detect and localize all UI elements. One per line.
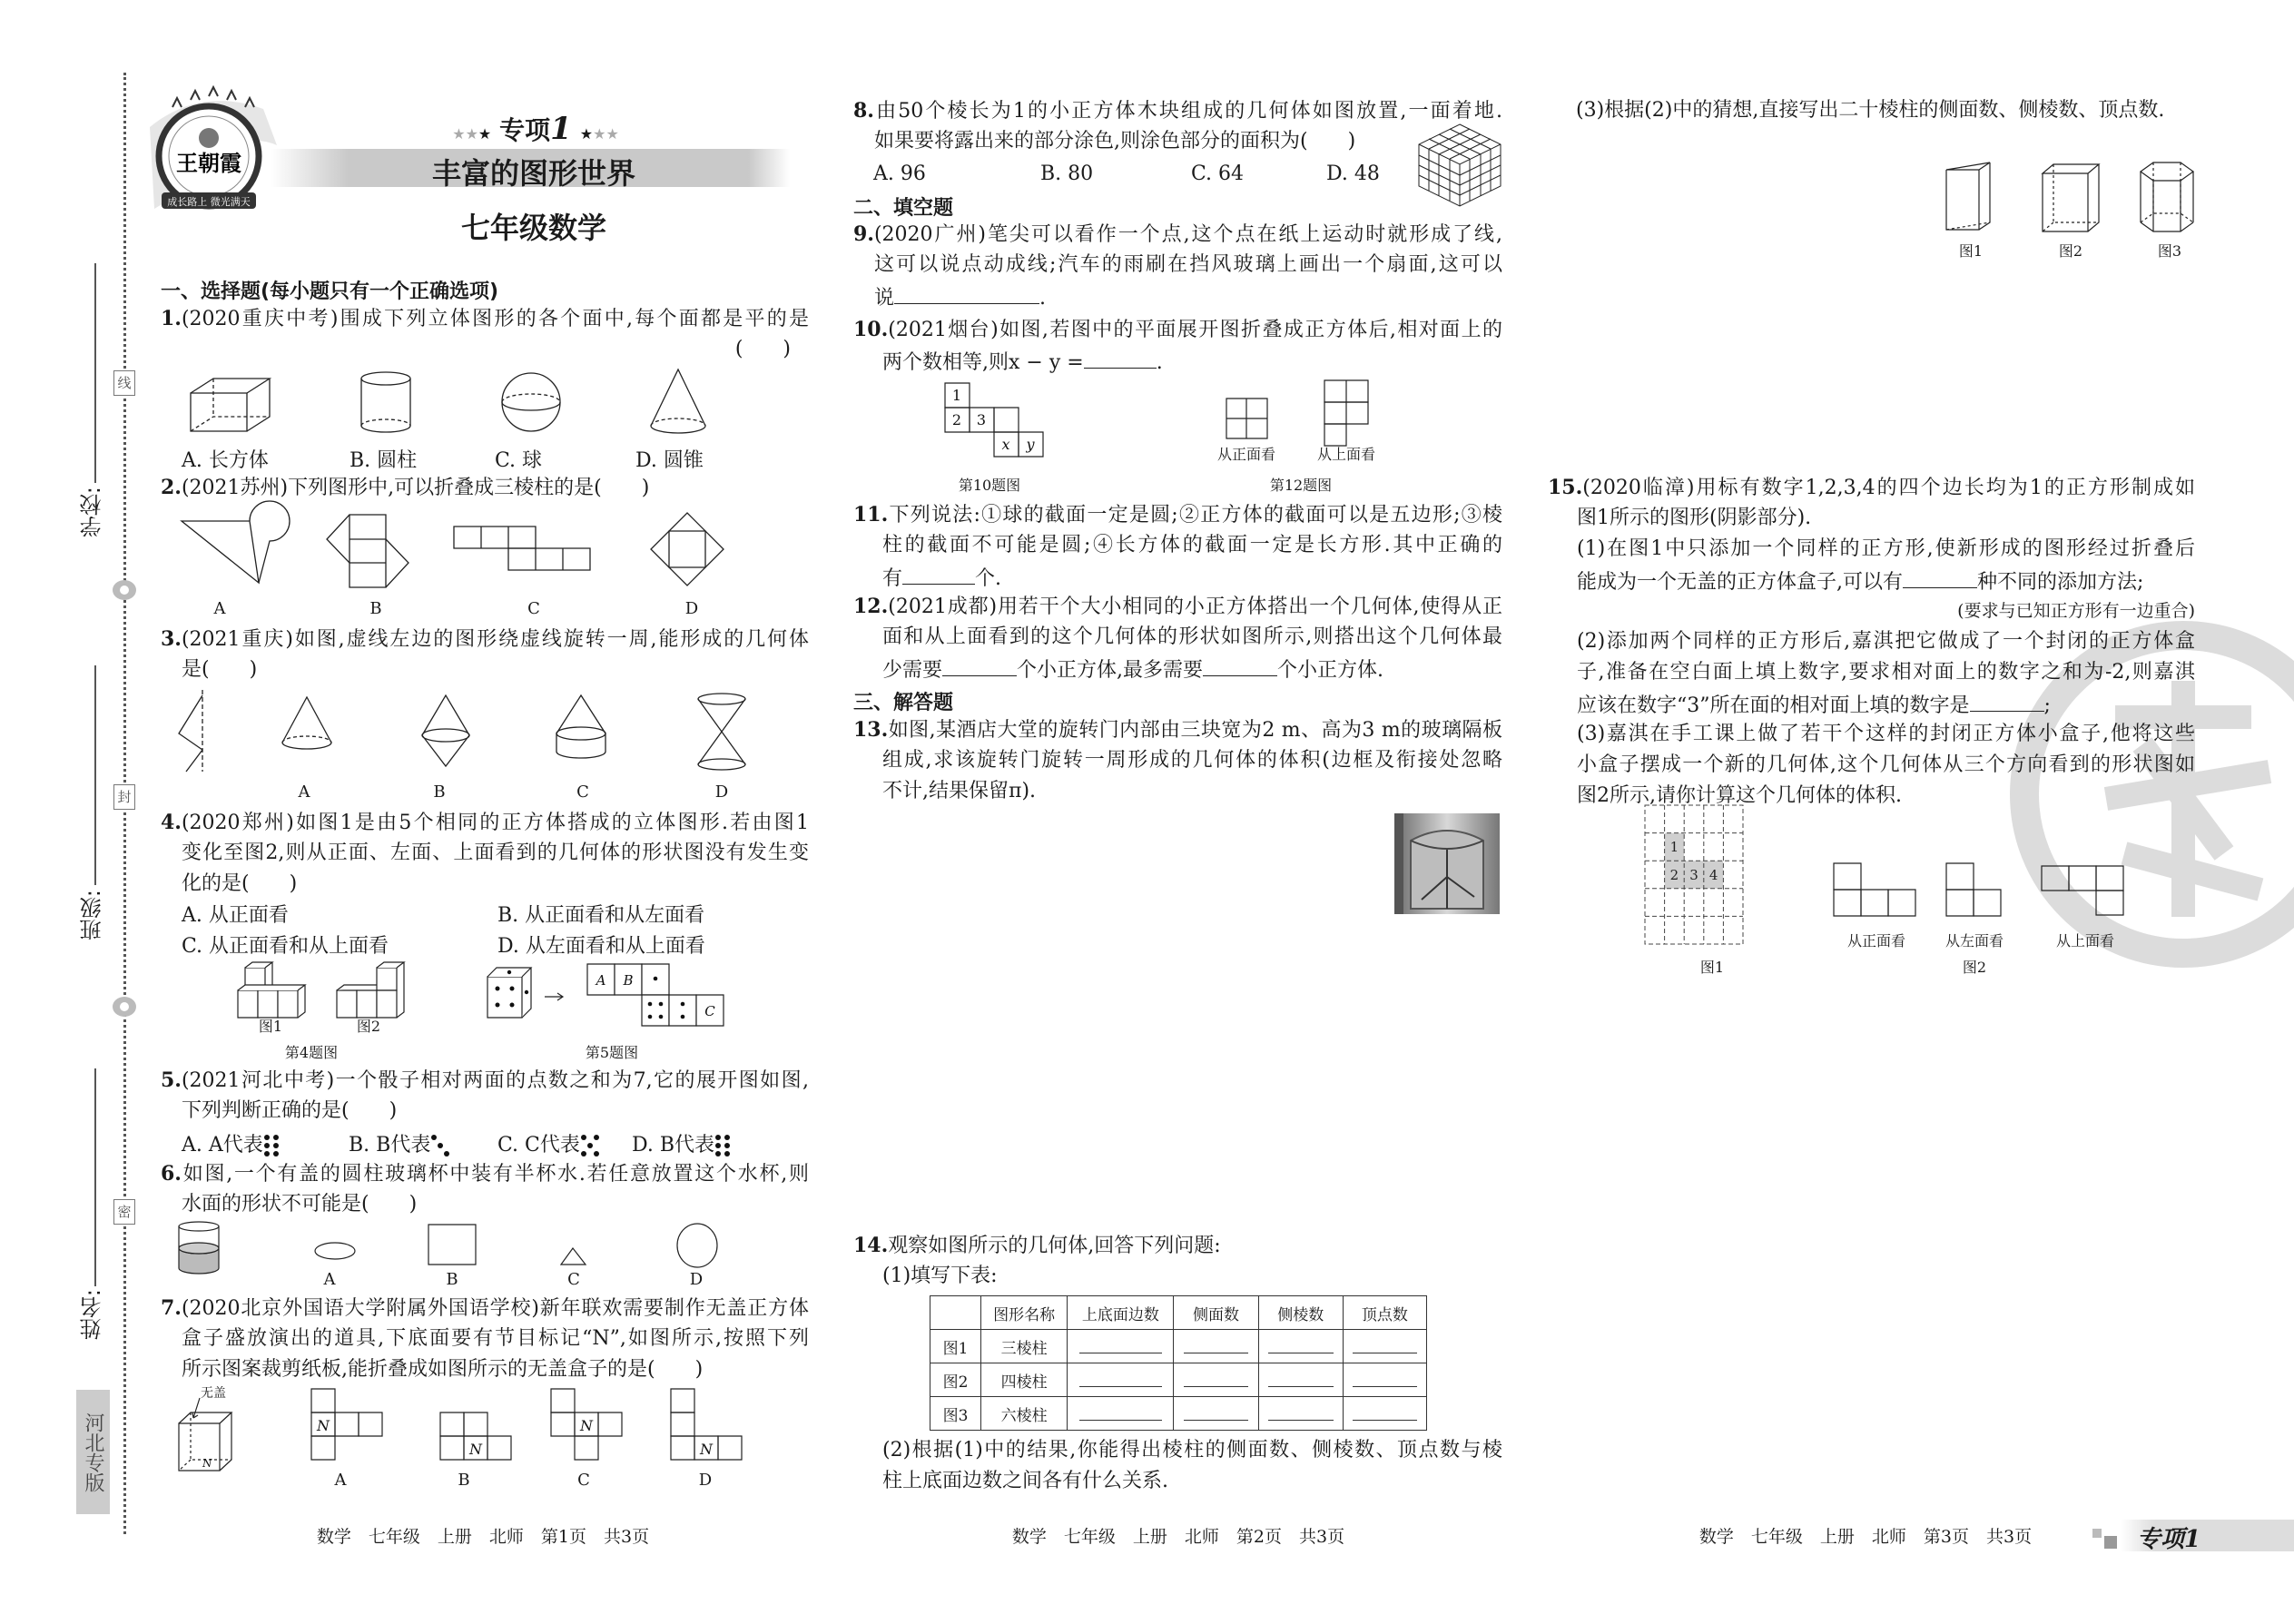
question-text: 观察如图所示的几何体,回答下列问题: [888,1235,1221,1257]
brand-logo [145,91,281,222]
table-header [930,1296,981,1330]
name-field[interactable] [94,1068,96,1286]
question-1 [161,303,809,365]
question-text: 化的是( ) [182,872,298,895]
table-cell-blank[interactable] [1174,1363,1258,1397]
question-text: 是( ) [182,658,258,681]
net-cell-x: x [1001,436,1010,453]
prism-label-3: 图3 [2157,242,2182,260]
edition-badge [76,1390,110,1514]
q15-fig2-label: 图2 [1962,959,1987,976]
q1-option-c[interactable]: C. 球 [495,449,543,472]
question-number: 10. [853,318,889,341]
question-text: (3)嘉淇在手工课上做了若干个这样的封闭正方体小盒子,他将这些 [1577,723,2195,745]
question-10 [853,314,1502,376]
die-net-figure [587,964,724,1026]
top-view [2042,866,2123,915]
question-text: 说 [874,287,895,310]
page-title: 丰富的图形世界 [431,156,635,191]
q7-figures [159,1387,808,1473]
question-number: 5. [161,1068,182,1092]
q4-caption: 第4题图 [284,1044,339,1061]
table-row [930,1363,1427,1397]
question-text: (2021重庆)如图,虚线左边的图形绕虚线旋转一周,能形成的几何体 [181,628,809,651]
page-footer-1: 数学 七年级 上册 北师 第1页 共3页 [316,1527,650,1547]
question-13 [853,714,1502,807]
question-2 [161,472,809,503]
cube-stack-figure [1419,124,1501,206]
question-text: . [1039,287,1047,310]
section-heading-answer: 三、解答题 [853,692,954,714]
front-view [1226,399,1267,438]
question-number: 3. [161,627,182,651]
option-label: D. B代表 [632,1134,715,1156]
question-text: 柱的截面不可能是圆;④长方体的截面一定是长方形.其中正确的 [882,534,1502,556]
table-cell-blank[interactable] [1068,1363,1174,1397]
q10-cube-net [944,382,1046,458]
option-label: B. B代表 [349,1134,431,1156]
water-glass-figure [179,1222,219,1274]
prism-net-figure [327,515,409,587]
q4-option-d[interactable]: D. 从左面看和从上面看 [497,935,705,958]
question-8 [853,95,1502,157]
table-row [930,1397,1427,1431]
q7-label-d[interactable]: D [698,1471,713,1490]
question-number: 14. [853,1234,889,1257]
answer-blank[interactable] [1903,565,1977,588]
q1-figures [159,368,808,436]
q15-views [1834,862,2124,919]
name-label: 姓名: [80,1289,105,1341]
question-text: (2020临漳)用标有数字1,2,3,4的四个边长均为1的正方形制成如 [1582,477,2195,499]
question-number: 2. [161,476,182,499]
question-text: 应该在数字“3”所在面的相对面上填的数字是 [1577,694,1970,717]
prism-table [930,1295,1427,1431]
star-icon: ★ [478,125,492,143]
question-text: (2021河北中考)一个骰子相对两面的点数之和为7,它的展开图如图, [181,1069,809,1092]
q12-caption: 第12题图 [1269,477,1333,494]
answer-blank[interactable] [1084,345,1157,369]
question-text: (2020重庆中考)围成下列立体图形的各个面中,每个面都是平的是 [181,308,809,330]
section-badge-label: 专项1 [2137,1526,2201,1553]
q12-views [1226,380,1372,448]
question-text: 如图,一个有盖的圆柱玻璃杯中装有半杯水.若任意放置这个水杯,则 [181,1163,809,1186]
question-number: 11. [853,503,889,527]
table-cell-blank[interactable] [1343,1330,1426,1363]
dice-three-icon [430,1134,450,1157]
page-footer-3: 数学 七年级 上册 北师 第3页 共3页 [1698,1527,2033,1547]
question-text: 两个数相等,则x − y = [882,351,1084,374]
prism-label-2: 图2 [2058,242,2083,260]
question-number: 6. [161,1162,182,1186]
q7-label-a[interactable]: A [334,1471,347,1490]
question-text: 变化至图2,则从正面、左面、上面看到的几何体的形状图没有发生变 [182,842,809,864]
table-cell-blank[interactable] [1258,1330,1343,1363]
net-a [311,1389,382,1460]
question-text: (2021苏州)下列图形中,可以折叠成三棱柱的是( ) [181,477,650,499]
net-letter-a: A [596,972,606,989]
question-15 [1548,472,2195,812]
question-text: 如果要将露出来的部分涂色,则涂色部分的面积为( ) [874,130,1356,153]
q2-figures [159,510,808,592]
triangular-prism [1946,162,1990,230]
question-number: 1. [161,307,182,330]
question-text: ; [2043,694,2051,717]
answer-paren[interactable]: ( ) [734,338,791,360]
question-text: (2021烟台)如图,若图中的平面展开图折叠成正方体后,相对面上的 [888,319,1502,341]
question-11 [853,499,1502,592]
question-text: (2020北京外国语大学附属外国语学校)新年联欢需要制作无盖正方体 [181,1297,809,1320]
q5-option-a[interactable] [182,1129,280,1157]
q3-figures [159,688,808,774]
swirl-icon [111,577,138,603]
question-text: 下列判断正确的是( ) [182,1099,398,1122]
q6-label-b[interactable]: B [446,1270,458,1289]
table-cell-blank[interactable] [1343,1363,1426,1397]
question-text: (2020郑州)如图1是由5个相同的正方体搭成的立体图形.若由图1 [181,812,809,834]
q4-option-c[interactable]: C. 从正面看和从上面看 [182,935,389,958]
q5-caption: 第5题图 [585,1044,639,1061]
page-footer-2: 数学 七年级 上册 北师 第2页 共3页 [1011,1527,1345,1547]
question-text: 个小正方体. [1277,659,1384,682]
q8-option-d[interactable]: D. 48 [1326,162,1380,185]
q1-option-d[interactable]: D. 圆锥 [635,449,704,472]
n-mark: N [580,1417,593,1434]
table-header: 顶点数 [1343,1296,1426,1330]
logo-name: 王朝霞 [176,150,241,176]
table-cell: 三棱柱 [981,1330,1068,1363]
q4-fig1-label: 图1 [258,1018,283,1035]
sphere-figure [502,373,560,431]
table-cell: 图3 [930,1397,981,1431]
question-number: 9. [853,222,874,246]
question-text: (2)添加两个同样的正方形后,嘉淇把它做成了一个封闭的正方体盒 [1577,630,2195,653]
question-text: 这可以说点动成线;汽车的雨刷在挡风玻璃上画出一个扇面,这可以 [874,253,1502,276]
square-net-figure [651,513,724,586]
answer-blank[interactable] [902,561,975,585]
front-view [1834,863,1915,916]
decor-square [2092,1529,2102,1538]
net-letter-b: B [623,972,634,989]
n-mark: N [317,1417,330,1434]
school-label: 学校: [80,487,105,538]
q8-option-b[interactable]: B. 80 [1040,162,1094,185]
cube-stack-fig2 [337,962,404,1018]
question-number: 13. [853,718,889,742]
q1-option-b[interactable]: B. 圆柱 [350,449,418,472]
question-text: (3)根据(2)中的猜想,直接写出二十棱柱的侧面数、侧棱数、顶点数. [1576,99,2165,122]
question-14 [853,1230,1502,1292]
rectangle-shape [428,1225,476,1265]
table-cell-blank[interactable] [1258,1397,1343,1431]
answer-blank[interactable] [1970,688,2044,712]
net-cell-3: 3 [976,411,987,428]
table-cell: 图2 [930,1363,981,1397]
table-cell: 四棱柱 [981,1363,1068,1397]
table-row [930,1330,1427,1363]
star-icon: ★ [579,125,594,143]
question-text: . [1156,351,1163,374]
table-header: 侧棱数 [1258,1296,1343,1330]
q6-figures [159,1221,808,1275]
q2-label-a[interactable]: A [213,599,226,618]
question-text: (2020广州)笔尖可以看作一个点,这个点在纸上运动时就形成了线, [873,223,1502,246]
question-text: 能成为一个无盖的正方体盒子,可以有 [1577,571,1903,594]
section-heading-choice: 一、选择题(每小题只有一个正确选项) [161,281,499,303]
q8-option-c[interactable]: C. 64 [1191,162,1245,185]
question-text: 子,准备在空白面上填上数字,要求相对面上的数字之和为-2,则嘉淇 [1577,661,2195,684]
net-cell-y: y [1026,436,1035,453]
question-text: 所示图案裁剪纸板,能折叠成如图所示的无盖盒子的是( ) [182,1358,704,1381]
dice-five-icon [580,1134,600,1157]
left-view [1946,863,2001,916]
q1-option-a[interactable]: A. 长方体 [182,449,269,472]
q5-option-b[interactable] [349,1129,450,1157]
view-top-label: 从上面看 [2055,932,2115,950]
question-text: 面和从上面看到的这个几何体的形状如图所示,则搭出这个几何体最 [882,625,1502,648]
question-text: 小盒子摆成一个新的几何体,这个几何体从三个方向看到的形状图如 [1577,753,2195,776]
answer-blank[interactable] [1203,653,1277,676]
question-text: (1)填写下表: [882,1265,998,1287]
question-7 [161,1293,809,1385]
q6-label-a[interactable]: A [323,1270,336,1289]
q15-grid-figure [1645,805,1745,947]
q3-label-c[interactable]: C [576,782,589,802]
net-cell-1: 1 [951,387,962,404]
die-figure [487,968,531,1018]
n-mark: N [469,1441,482,1458]
view-front-label: 从正面看 [1846,932,1906,950]
question-number: 8. [853,99,874,123]
table-cell-blank[interactable] [1068,1397,1174,1431]
double-cone-b-figure [422,695,469,766]
table-header: 图形名称 [981,1296,1068,1330]
question-14-part-3 [1576,95,2202,126]
grid-cell-2: 2 [1669,867,1679,883]
question-12 [853,591,1502,684]
prism-label-1: 图1 [1958,242,1984,260]
question-number: 7. [161,1296,182,1320]
question-number: 12. [853,595,889,618]
q3-label-b[interactable]: B [433,782,446,802]
question-9 [853,219,1502,311]
question-text: 由50个棱长为1的小正方体木块组成的几何体如图放置,一面着地. [873,100,1502,123]
question-3 [161,624,809,685]
triangle-shape [561,1248,586,1265]
table-header: 上底面边数 [1068,1296,1174,1330]
question-text: 图2所示,请你计算这个几何体的体积. [1577,784,1902,807]
table-cell-blank[interactable] [1068,1330,1174,1363]
q12-top-label: 从上面看 [1316,446,1376,463]
question-4 [161,807,809,900]
question-note: (要求与已知正方形有一边重合) [1957,601,2195,621]
fan-net-figure [182,501,290,583]
table-cell: 图1 [930,1330,981,1363]
seal-secret-mark: 密 [113,1199,135,1225]
q4-option-b[interactable]: B. 从正面看和从左面看 [497,904,705,927]
q6-label-d[interactable]: D [689,1270,704,1289]
rect-net-figure [454,527,590,570]
q12-front-label: 从正面看 [1216,446,1276,463]
special-number: 1 [550,111,572,147]
section-heading-fill: 二、填空题 [853,197,954,220]
grid-cell-4: 4 [1708,867,1718,883]
q6-label-c[interactable]: C [567,1270,580,1289]
revolving-door-photo [1394,813,1500,914]
table-header: 侧面数 [1174,1296,1258,1330]
q15-fig1-label: 图1 [1699,959,1725,976]
q8-option-a[interactable]: A. 96 [873,162,926,185]
question-number: 15. [1548,476,1583,499]
question-text: 少需要 [882,659,943,682]
question-text: 种不同的添加方法; [1977,571,2144,594]
q5-option-c[interactable] [497,1129,600,1157]
view-left-label: 从左面看 [1944,932,2004,950]
cylinder-figure [361,372,410,432]
no-lid-label: 无盖 [201,1386,226,1401]
q2-label-d[interactable]: D [684,599,699,618]
question-number: 4. [161,811,182,834]
edition-label: 河北专版 [82,1412,104,1492]
question-14-part-2 [853,1435,1502,1497]
q5-option-d[interactable] [632,1129,731,1157]
open-box-figure [179,1386,231,1471]
grid-cell-3: 3 [1689,867,1698,883]
q2-label-b[interactable]: B [369,599,382,618]
q4-fig2-label: 图2 [356,1018,381,1035]
swirl-icon [111,994,138,1019]
grid-cell-1: 1 [1669,839,1679,855]
seal-line-mark: 线 [113,370,135,396]
section-badge [2121,1520,2294,1551]
question-text: 下列说法:①球的截面一定是圆;②正方体的截面可以是五边形;③棱 [888,504,1502,527]
option-label: A. A代表 [182,1134,263,1156]
prism-figures [1943,159,2201,237]
n-mark: N [700,1441,713,1458]
star-icon: ★★ [593,125,619,143]
top-view [1324,380,1368,446]
question-text: 水面的形状不可能是( ) [182,1193,418,1216]
q4-q5-figures [159,960,808,1024]
dice-six-icon [714,1134,731,1157]
q7-label-b[interactable]: B [458,1471,470,1490]
question-text: (2021成都)用若干个大小相同的小正方体搭出一个几何体,使得从正 [888,595,1502,618]
star-icon: ★★ [452,125,478,143]
cuboid-figure [191,379,270,431]
logo-slogan: 成长路上 微光满天 [167,196,251,208]
page-subtitle: 七年级数学 [460,211,606,245]
net-cell-2: 2 [951,411,962,428]
cone-a-figure [282,697,331,749]
question-5 [161,1065,809,1127]
question-text: 如图,某酒店大堂的旋转门内部由三块宽为2 m、高为3 m的玻璃隔板 [888,719,1502,742]
net-c [551,1389,622,1460]
table-cell: 六棱柱 [981,1397,1068,1431]
q2-label-c[interactable]: C [527,599,540,618]
table-cell-blank[interactable] [1343,1397,1426,1431]
question-text: 盒子盛放演出的道具,下底面要有节目标记“N”,如图所示,按照下列 [182,1327,809,1350]
question-text: 不计,结果保留π). [882,780,1037,802]
q7-label-c[interactable]: C [577,1471,590,1490]
table-cell-blank[interactable] [1174,1397,1258,1431]
class-label: 班级: [80,890,105,941]
cube-stack-fig1 [238,962,305,1018]
question-text: 个. [975,567,1002,590]
rotation-shape-figure [179,690,202,772]
q4-option-a[interactable]: A. 从正面看 [182,904,289,927]
question-text: 有 [882,567,903,590]
question-text: 图1所示的图形(阴影部分). [1577,507,1812,529]
table-cell-blank[interactable] [1258,1363,1343,1397]
cone-cylinder-c-figure [556,695,605,758]
q3-label-a[interactable]: A [298,782,310,802]
question-text: 组成,求该旋转门旋转一周形成的几何体的体积(边框及衔接处忽略 [882,749,1502,772]
q10-caption: 第10题图 [958,477,1021,494]
question-text: 柱上底面边数之间各有什么关系. [882,1470,1168,1492]
ellipse-shape [315,1243,355,1259]
circle-shape [677,1224,717,1267]
net-letter-c: C [704,1003,715,1019]
question-text: (1)在图1中只添加一个同样的正方形,使新形成的图形经过折叠后 [1577,537,2195,560]
answer-blank[interactable] [894,281,1039,304]
option-label: C. C代表 [497,1134,580,1156]
class-field[interactable] [94,665,96,885]
answer-blank[interactable] [942,653,1017,676]
table-header-row [930,1296,1427,1330]
net-b [440,1412,511,1460]
special-label: 专项 [499,115,551,145]
special-heading [418,111,654,147]
n-mark: N [202,1457,212,1470]
q3-label-d[interactable]: D [714,782,729,802]
cone-figure [651,369,705,433]
net-d [671,1389,742,1460]
question-6 [161,1158,809,1220]
hourglass-d-figure [698,694,745,770]
dice-six-icon [263,1134,280,1157]
square-prism [2043,164,2099,231]
decor-square [2104,1536,2117,1549]
hexagonal-prism [2141,162,2193,231]
seal-seal-mark: 封 [113,784,135,810]
question-text: 个小正方体,最多需要 [1017,659,1204,682]
arrow-icon [545,993,563,1000]
question-text: (2)根据(1)中的结果,你能得出棱柱的侧面数、侧棱数、顶点数与棱 [882,1439,1502,1462]
school-field[interactable] [94,263,96,483]
table-cell-blank[interactable] [1174,1330,1258,1363]
